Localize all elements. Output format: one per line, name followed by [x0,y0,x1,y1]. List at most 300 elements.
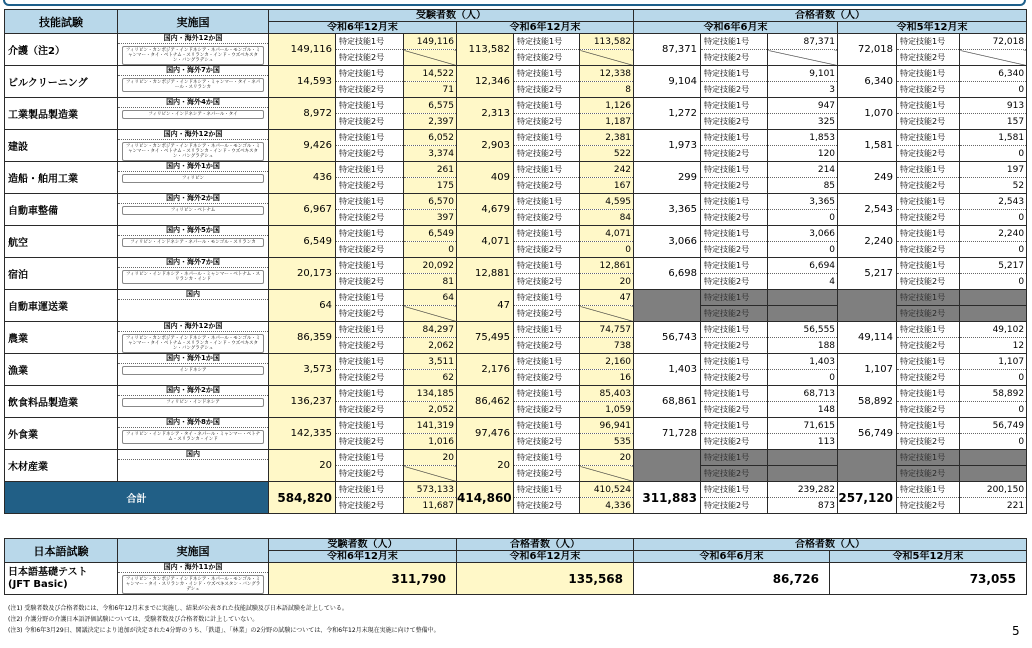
type1-label: 特定技能1号 [897,418,960,434]
type1-label: 特定技能1号 [701,290,768,306]
country-list: フィリピン・インドネシア・ネパール・ミャンマー・ベトナム・スリランカ・インド [122,270,264,284]
type1-label: 特定技能1号 [336,226,404,242]
e-grand-total: 584,820 [269,482,336,514]
p-total-value: 75,495 [457,322,514,354]
type1-label: 特定技能1号 [336,418,404,434]
k-total-value [838,450,897,482]
type1-label: 特定技能1号 [336,450,404,466]
k-type1-value: 197 [960,162,1027,178]
j-total-value: 3,365 [634,194,701,226]
country-cell [118,450,269,482]
p-type2-value: 20 [580,274,634,290]
k-type1-value: 5,217 [960,258,1027,274]
j-type2-value [768,466,838,482]
country-cell [118,354,269,386]
type2-label: 特定技能2号 [701,338,768,354]
type1-label: 特定技能1号 [701,226,768,242]
type2-label: 特定技能2号 [514,466,580,482]
type1-label: 特定技能1号 [897,322,960,338]
type2-label: 特定技能2号 [514,210,580,226]
type2-label: 特定技能2号 [514,146,580,162]
type1-label: 特定技能1号 [701,130,768,146]
type1-label: 特定技能1号 [336,322,404,338]
country-cell [118,130,269,162]
e-total-value: 86,359 [269,322,336,354]
jft-basic-title: 日本語基礎テスト [8,566,88,578]
type2-label: 特定技能2号 [336,306,404,322]
p-type2-value: 535 [580,434,634,450]
e-type1-value: 3,511 [404,354,457,370]
k-type1-value: 2,240 [960,226,1027,242]
type2-label: 特定技能2号 [897,370,960,386]
p-total-value: 2,313 [457,98,514,130]
p-type2-value: 84 [580,210,634,226]
p-type1-value: 85,403 [580,386,634,402]
passers-header: 合格者数（人） [634,10,1027,22]
type2-label: 特定技能2号 [336,82,404,98]
type2-label: 特定技能2号 [336,402,404,418]
e-type1-value: 84,297 [404,322,457,338]
country-count: 国内・海外12か国 [118,322,268,332]
j-total-value: 1,403 [634,354,701,386]
country-count: 国内・海外5か国 [118,226,268,236]
type2-label: 特定技能2号 [336,370,404,386]
field-name: 造船・舶用工業 [5,162,118,194]
k-type2-value: 0 [960,210,1027,226]
k-type1-value: 58,892 [960,386,1027,402]
passers-r6jun-header: 令和6年6月末 [634,22,838,34]
k-type2-value: 0 [960,146,1027,162]
k-type2-value: 0 [960,274,1027,290]
type2-label: 特定技能2号 [514,338,580,354]
type1-label: 特定技能1号 [701,66,768,82]
e-type1-value: 6,575 [404,98,457,114]
k-type2-value: 0 [960,242,1027,258]
jp-passers-header: 合格者数（人） [457,539,634,551]
e-type2-value: 2,062 [404,338,457,354]
type2-label: 特定技能2号 [897,82,960,98]
p-total-value: 12,881 [457,258,514,290]
type2-label: 特定技能2号 [897,210,960,226]
p-type1-value: 12,861 [580,258,634,274]
e-type2-value: 62 [404,370,457,386]
type2-label: 特定技能2号 [514,82,580,98]
e-type2-value: 175 [404,178,457,194]
type2-label: 特定技能2号 [336,210,404,226]
k-type1-value [960,290,1027,306]
k-type2-value: 0 [960,402,1027,418]
e-type2-value: 2,052 [404,402,457,418]
p-type1-value: 2,381 [580,130,634,146]
type2-label: 特定技能2号 [701,306,768,322]
type2-label: 特定技能2号 [336,114,404,130]
type2-label: 特定技能2号 [701,370,768,386]
type1-label: 特定技能1号 [514,290,580,306]
country-count: 国内 [118,450,268,460]
type1-label: 特定技能1号 [701,354,768,370]
country-list: フィリピン・インドネシア・タイ・ネパール・ミャンマー・ベトナム・スリランカ・インド [122,430,264,444]
jft-basic-country-list: フィリピン・カンボジア・インドネシア・ネパール・モンゴル・ミャンマー・タイ・スリランカ・インド・ウズベキスタン・バングラデシュ [122,575,264,594]
jp-examinees-r6dec-header: 令和6年12月末 [269,551,457,563]
p-type1-value: 47 [580,290,634,306]
j-type1-value: 947 [768,98,838,114]
footnote-3: (注3) 令和6年3月29日、閣議決定により追加が決定された4分野のうち、「鉄道」、「林業」の2分野の試験については、令和6年12月末現在実施に向けて整備中。 [8,627,440,634]
p-type1-value: 96,941 [580,418,634,434]
k-type2-value: 0 [960,82,1027,98]
e-type1-value: 6,570 [404,194,457,210]
jft-basic-subtitle: (JFT Basic) [8,578,68,590]
type2-label: 特定技能2号 [514,498,580,514]
j-type2-value: 3 [768,82,838,98]
k-type1-value: 913 [960,98,1027,114]
k-total-value: 2,240 [838,226,897,258]
type2-label: 特定技能2号 [514,370,580,386]
type1-label: 特定技能1号 [514,66,580,82]
country-count: 国内・海外2か国 [118,386,268,396]
country-count: 国内・海外1か国 [118,162,268,172]
country-list: フィリピン [122,174,264,183]
jft-basic-passers-r5dec: 73,055 [830,563,1027,595]
type2-label: 特定技能2号 [336,178,404,194]
j-type1-value: 56,555 [768,322,838,338]
type1-label: 特定技能1号 [514,258,580,274]
field-name: 工業製品製造業 [5,98,118,130]
type1-label: 特定技能1号 [897,290,960,306]
type1-label: 特定技能1号 [897,194,960,210]
type2-label: 特定技能2号 [897,274,960,290]
k-total-value: 2,543 [838,194,897,226]
e-type2-value: 1,016 [404,434,457,450]
type2-label: 特定技能2号 [701,146,768,162]
type1-label: 特定技能1号 [336,386,404,402]
field-name: 漁業 [5,354,118,386]
p-type2-value: 522 [580,146,634,162]
e-total-value: 14,593 [269,66,336,98]
total-label: 合計 [5,482,269,514]
country-cell [118,162,269,194]
e-total-value: 436 [269,162,336,194]
p-type2-value: 1,059 [580,402,634,418]
j-type1-value: 71,615 [768,418,838,434]
p-type2-value [580,306,634,322]
p-type2-value: 1,187 [580,114,634,130]
p-total-value: 12,346 [457,66,514,98]
k-total-value: 1,070 [838,98,897,130]
p-total-type1: 410,524 [580,482,634,498]
p-type1-value: 20 [580,450,634,466]
j-type2-value: 0 [768,210,838,226]
j-total-value: 6,698 [634,258,701,290]
type2-label: 特定技能2号 [514,242,580,258]
type2-label: 特定技能2号 [701,498,768,514]
p-grand-total: 414,860 [457,482,514,514]
e-total-value: 9,426 [269,130,336,162]
p-total-type2: 4,336 [580,498,634,514]
k-type1-value: 1,581 [960,130,1027,146]
type2-label: 特定技能2号 [701,274,768,290]
j-total-value: 56,743 [634,322,701,354]
jp-passers-r6dec-header: 令和6年12月末 [457,551,634,563]
field-name: 木材産業 [5,450,118,482]
k-type2-value: 0 [960,434,1027,450]
country-cell [118,386,269,418]
j-type1-value: 68,713 [768,386,838,402]
type2-label: 特定技能2号 [897,50,960,66]
j-type1-value [768,290,838,306]
j-total-value: 3,066 [634,226,701,258]
type1-label: 特定技能1号 [897,482,960,498]
p-type1-value: 4,595 [580,194,634,210]
p-type1-value: 1,126 [580,98,634,114]
type1-label: 特定技能1号 [897,98,960,114]
type1-label: 特定技能1号 [514,162,580,178]
e-type1-value: 149,116 [404,34,457,50]
field-name: ビルクリーニング [5,66,118,98]
p-type1-value: 242 [580,162,634,178]
type2-label: 特定技能2号 [514,50,580,66]
skills-exam-table [4,9,1027,514]
j-total-value [634,450,701,482]
country-list: フィリピン・インドネシア [122,398,264,407]
e-total-value: 20,173 [269,258,336,290]
p-total-value: 97,476 [457,418,514,450]
e-type2-value: 3,374 [404,146,457,162]
type1-label: 特定技能1号 [336,162,404,178]
j-type2-value: 0 [768,370,838,386]
type2-label: 特定技能2号 [701,50,768,66]
e-type2-value: 2,397 [404,114,457,130]
k-total-value [838,290,897,322]
type1-label: 特定技能1号 [336,34,404,50]
field-header: 技能試験 [5,10,118,34]
type1-label: 特定技能1号 [701,162,768,178]
e-type2-value: 71 [404,82,457,98]
j-type1-value: 1,853 [768,130,838,146]
type2-label: 特定技能2号 [336,466,404,482]
k-total-value: 249 [838,162,897,194]
j-grand-total: 311,883 [634,482,701,514]
type1-label: 特定技能1号 [897,386,960,402]
e-total-type1: 573,133 [404,482,457,498]
type1-label: 特定技能1号 [701,418,768,434]
e-type2-value: 81 [404,274,457,290]
e-type1-value: 14,522 [404,66,457,82]
e-type1-value: 6,549 [404,226,457,242]
j-total-value: 9,104 [634,66,701,98]
e-total-value: 6,967 [269,194,336,226]
type1-label: 特定技能1号 [336,98,404,114]
j-type2-value: 0 [768,242,838,258]
type1-label: 特定技能1号 [897,354,960,370]
type1-label: 特定技能1号 [897,162,960,178]
country-count: 国内・海外7か国 [118,258,268,268]
j-type2-value: 188 [768,338,838,354]
page-number: 5 [1012,624,1020,638]
p-type1-value: 12,338 [580,66,634,82]
type1-label: 特定技能1号 [514,418,580,434]
p-type1-value: 113,582 [580,34,634,50]
country-cell [118,226,269,258]
type2-label: 特定技能2号 [336,338,404,354]
jft-basic-passers-r6jun: 86,726 [634,563,830,595]
examinees-header: 受験者数（人） [269,10,634,22]
type2-label: 特定技能2号 [336,498,404,514]
type1-label: 特定技能1号 [514,226,580,242]
e-type1-value: 20 [404,450,457,466]
type2-label: 特定技能2号 [514,178,580,194]
country-cell [118,98,269,130]
top-frame [3,0,1026,6]
country-cell [118,34,269,66]
country-count: 国内・海外12か国 [118,130,268,140]
j-type2-value: 113 [768,434,838,450]
k-type1-value: 2,543 [960,194,1027,210]
e-type2-value [404,306,457,322]
p-total-value: 20 [457,450,514,482]
e-type2-value [404,50,457,66]
country-count: 国内・海外12か国 [118,34,268,44]
e-total-type2: 11,687 [404,498,457,514]
j-total-type1: 239,282 [768,482,838,498]
e-type1-value: 141,319 [404,418,457,434]
country-list: インドネシア [122,366,264,375]
k-total-value: 1,107 [838,354,897,386]
type1-label: 特定技能1号 [897,450,960,466]
p-total-value: 47 [457,290,514,322]
p-type2-value: 167 [580,178,634,194]
type1-label: 特定技能1号 [514,482,580,498]
type2-label: 特定技能2号 [336,274,404,290]
k-total-value: 56,749 [838,418,897,450]
p-type1-value: 4,071 [580,226,634,242]
k-type2-value: 12 [960,338,1027,354]
type1-label: 特定技能1号 [701,98,768,114]
type2-label: 特定技能2号 [701,210,768,226]
p-type2-value: 8 [580,82,634,98]
j-type1-value: 214 [768,162,838,178]
k-type1-value: 6,340 [960,66,1027,82]
j-type1-value: 1,403 [768,354,838,370]
country-count: 国内・海外7か国 [118,66,268,76]
jp-passers-header-2: 合格者数（人） [634,539,1027,551]
type2-label: 特定技能2号 [336,50,404,66]
k-total-value: 49,114 [838,322,897,354]
field-name: 飲食料品製造業 [5,386,118,418]
type1-label: 特定技能1号 [336,66,404,82]
type1-label: 特定技能1号 [701,450,768,466]
j-total-value: 299 [634,162,701,194]
type2-label: 特定技能2号 [701,178,768,194]
type1-label: 特定技能1号 [336,130,404,146]
k-total-type2: 221 [960,498,1027,514]
country-cell [118,418,269,450]
p-type2-value: 16 [580,370,634,386]
jft-basic-country-count: 国内・海外11か国 [118,563,268,573]
p-total-value: 2,176 [457,354,514,386]
type1-label: 特定技能1号 [897,130,960,146]
type1-label: 特定技能1号 [897,66,960,82]
k-type1-value: 49,102 [960,322,1027,338]
type1-label: 特定技能1号 [514,194,580,210]
k-total-type1: 200,150 [960,482,1027,498]
type1-label: 特定技能1号 [701,322,768,338]
k-type2-value [960,306,1027,322]
country-count: 国内・海外1か国 [118,354,268,364]
p-type1-value: 74,757 [580,322,634,338]
field-name: 農業 [5,322,118,354]
j-total-value [634,290,701,322]
j-type2-value [768,306,838,322]
j-type2-value: 120 [768,146,838,162]
examinees-r6dec-header: 令和6年12月末 [269,22,457,34]
type2-label: 特定技能2号 [897,306,960,322]
e-type2-value [404,466,457,482]
type2-label: 特定技能2号 [336,146,404,162]
country-list: フィリピン・カンボジア・インドネシア・ミャンマー・タイ・ネパール・スリランカ [122,78,264,92]
type2-label: 特定技能2号 [701,114,768,130]
country-cell [118,290,269,322]
j-type2-value: 148 [768,402,838,418]
j-type2-value: 325 [768,114,838,130]
type1-label: 特定技能1号 [897,258,960,274]
type2-label: 特定技能2号 [514,434,580,450]
j-total-value: 71,728 [634,418,701,450]
type2-label: 特定技能2号 [701,82,768,98]
type1-label: 特定技能1号 [514,34,580,50]
type2-label: 特定技能2号 [336,434,404,450]
e-type1-value: 20,092 [404,258,457,274]
e-type2-value: 0 [404,242,457,258]
k-type1-value [960,450,1027,466]
k-type2-value: 157 [960,114,1027,130]
type1-label: 特定技能1号 [514,450,580,466]
k-grand-total: 257,120 [838,482,897,514]
type1-label: 特定技能1号 [701,258,768,274]
jft-basic-examinees: 311,790 [269,563,457,595]
type1-label: 特定技能1号 [336,354,404,370]
j-total-value: 68,861 [634,386,701,418]
type1-label: 特定技能1号 [701,482,768,498]
e-total-value: 6,549 [269,226,336,258]
country-cell [118,194,269,226]
j-type1-value: 6,694 [768,258,838,274]
country-count: 国内 [118,290,268,300]
e-total-value: 3,573 [269,354,336,386]
type2-label: 特定技能2号 [897,466,960,482]
type1-label: 特定技能1号 [514,354,580,370]
p-type2-value: 0 [580,242,634,258]
type1-label: 特定技能1号 [701,194,768,210]
e-total-value: 136,237 [269,386,336,418]
type2-label: 特定技能2号 [514,306,580,322]
type2-label: 特定技能2号 [701,242,768,258]
country-cell [118,322,269,354]
k-type2-value: 0 [960,370,1027,386]
jp-examinees-header: 受験者数（人） [269,539,457,551]
k-total-value: 72,018 [838,34,897,66]
type2-label: 特定技能2号 [897,338,960,354]
e-total-value: 20 [269,450,336,482]
jft-basic-name [5,563,118,595]
type2-label: 特定技能2号 [514,274,580,290]
j-type1-value: 87,371 [768,34,838,50]
k-total-value: 6,340 [838,66,897,98]
p-type2-value [580,50,634,66]
type1-label: 特定技能1号 [701,34,768,50]
type1-label: 特定技能1号 [514,386,580,402]
type2-label: 特定技能2号 [701,434,768,450]
jp-country-header: 実施国 [118,539,269,563]
